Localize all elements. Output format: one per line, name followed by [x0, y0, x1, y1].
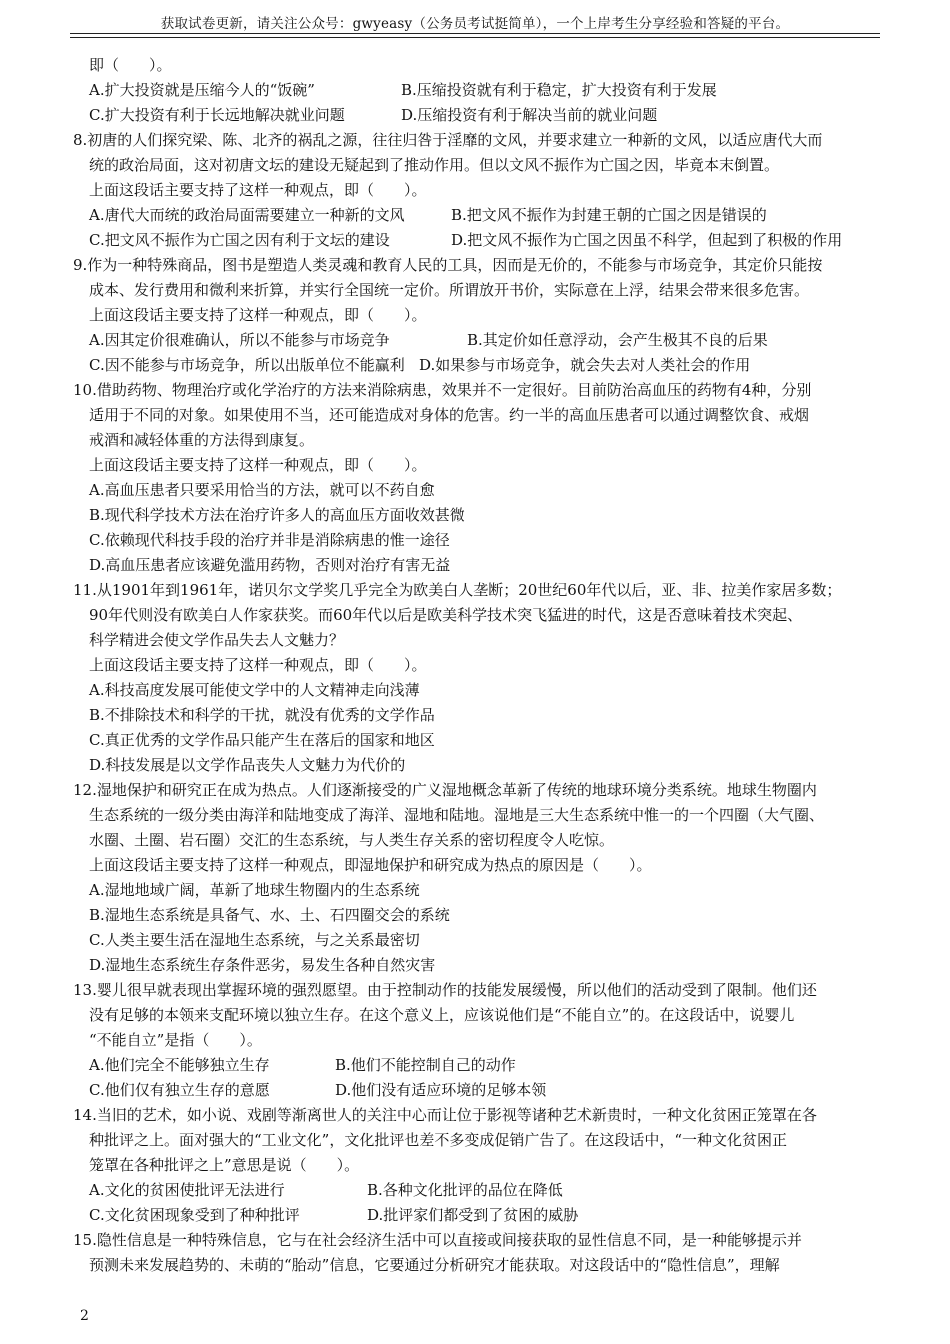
question-10-prompt: 上面这段话主要支持了这样一种观点，即（ ）。: [89, 456, 427, 474]
option-row: [73, 353, 891, 378]
question-10-stem: 戒酒和减轻体重的方法得到康复。: [89, 431, 315, 449]
option-c: C.人类主要生活在湿地生态系统，与之关系最密切: [89, 931, 420, 949]
option-c: C.他们仅有独立生存的意愿: [89, 1081, 270, 1099]
option-b: B.现代科学技术方法在治疗许多人的高血压方面收效甚微: [89, 506, 465, 524]
option-row: [73, 328, 891, 353]
option-a: A.文化的贫困使批评无法进行: [89, 1181, 285, 1199]
question-12-prompt: 上面这段话主要支持了这样一种观点，即湿地保护和研究成为热点的原因是（ ）。: [89, 856, 652, 874]
header-rule-thin: [70, 37, 880, 38]
question-14-prompt: 笼罩在各种批评之上”意思是说（ ）。: [89, 1156, 360, 1174]
option-d: D.如果参与市场竞争，就会失去对人类社会的作用: [419, 356, 751, 374]
question-8-prompt: 上面这段话主要支持了这样一种观点，即（ ）。: [89, 181, 427, 199]
option-row: [73, 228, 891, 253]
page-header: 获取试卷更新，请关注公众号：gwyeasy（公务员考试挺简单），一个上岸考生分享经验和答疑的平台。: [160, 16, 790, 32]
option-a: A.因其定价很难确认，所以不能参与市场竞争: [89, 331, 390, 349]
option-d: D.批评家们都受到了贫困的威胁: [367, 1206, 579, 1224]
question-10-stem: 适用于不同的对象。如果使用不当，还可能造成对身体的危害。约一半的高血压患者可以通过调整饮食、戒烟: [89, 406, 810, 424]
option-a: A.高血压患者只要采用恰当的方法，就可以不药自愈: [89, 481, 435, 499]
question-14-stem: 14.当旧的艺术，如小说、戏剧等渐离世人的关注中心而让位于影视等诸种艺术新贵时，一种文化贫困正笼罩在各: [73, 1106, 817, 1124]
option-a: A.扩大投资就是压缩今人的“饭碗”: [89, 81, 315, 99]
option-c: C.真正优秀的文学作品只能产生在落后的国家和地区: [89, 731, 435, 749]
option-d: D.把文风不振作为亡国之因虽不科学，但起到了积极的作用: [451, 231, 843, 249]
option-b: B.不排除技术和科学的干扰，就没有优秀的文学作品: [89, 706, 435, 724]
option-row: [73, 103, 891, 128]
question-8-stem: 8.初唐的人们探究梁、陈、北齐的祸乱之源，往往归咎于淫靡的文风，并要求建立一种新的文风，以适应唐代大而: [73, 131, 823, 149]
option-a: A.湿地地域广阔，革新了地球生物圈内的生态系统: [89, 881, 420, 899]
question-14-stem: 种批评之上。面对强大的“工业文化”，文化批评也差不多变成促销广告了。在这段话中，“一种文化贫困正: [89, 1131, 788, 1149]
option-c: C.把文风不振作为亡国之因有利于文坛的建设: [89, 231, 390, 249]
question-11-prompt: 上面这段话主要支持了这样一种观点，即（ ）。: [89, 656, 427, 674]
question-13-stem: 13.婴儿很早就表现出掌握环境的强烈愿望。由于控制动作的技能发展缓慢，所以他们的活动受到了限制。他们还: [73, 981, 817, 999]
option-row: [73, 203, 891, 228]
question-13-prompt: “不能自立”是指（ ）。: [89, 1031, 262, 1049]
question-11-stem: 科学精进会使文学作品失去人文魅力？: [89, 631, 345, 649]
question-8-stem: 统的政治局面，这对初唐文坛的建设无疑起到了推动作用。但以文风不振作为亡国之因，毕竟本末倒置。: [89, 156, 780, 174]
option-d: D.压缩投资有利于解决当前的就业问题: [401, 106, 658, 124]
question-11-stem: 11.从1901年到1961年，诺贝尔文学奖几乎完全为欧美白人垄断；20世纪60年代以后，亚、非、拉美作家居多数；: [73, 581, 842, 599]
option-b: B.压缩投资就有利于稳定，扩大投资有利于发展: [401, 81, 717, 99]
question-10-stem: 10.借助药物、物理治疗或化学治疗的方法来消除病患，效果并不一定很好。目前防治高血压的药物有4种，分别: [73, 381, 812, 399]
option-c: C.扩大投资有利于长远地解决就业问题: [89, 106, 345, 124]
header-rule-thick: [70, 33, 880, 34]
option-d: D.科技发展是以文学作品丧失人文魅力为代价的: [89, 756, 406, 774]
option-d: D.他们没有适应环境的足够本领: [335, 1081, 547, 1099]
option-row: [73, 1078, 891, 1103]
question-13-stem: 没有足够的本领来支配环境以独立生存。在这个意义上，应该说他们是“不能自立”的。在这段话中，说婴儿: [89, 1006, 795, 1024]
option-row: [73, 1203, 891, 1228]
question-15-stem: 15.隐性信息是一种特殊信息，它与在社会经济生活中可以直接或间接获取的显性信息不同，是一种能够提示并: [73, 1231, 802, 1249]
question-11-stem: 90年代则没有欧美白人作家获奖。而60年代以后是欧美科学技术突飞猛进的时代，这是否意味着技术突起、: [89, 606, 803, 624]
option-row: [73, 78, 891, 103]
question-12-stem: 12.湿地保护和研究正在成为热点。人们逐渐接受的广义湿地概念革新了传统的地球环境分类系统。地球生物圈内: [73, 781, 817, 799]
option-c: C.因不能参与市场竞争，所以出版单位不能赢利: [89, 356, 405, 374]
question-12-stem: 生态系统的一级分类由海洋和陆地变成了海洋、湿地和陆地。湿地是三大生态系统中惟一的一个四圈（大气圈、: [89, 806, 825, 824]
option-a: A.唐代大而统的政治局面需要建立一种新的文风: [89, 206, 405, 224]
prev-question-tail: 即（ ）。: [89, 56, 172, 74]
option-row: [73, 1053, 891, 1078]
question-9-prompt: 上面这段话主要支持了这样一种观点，即（ ）。: [89, 306, 427, 324]
page-number: 2: [80, 1308, 89, 1324]
option-a: A.科技高度发展可能使文学中的人文精神走向浅薄: [89, 681, 420, 699]
option-b: B.其定价如任意浮动，会产生极其不良的后果: [467, 331, 768, 349]
option-d: D.湿地生态系统生存条件恶劣，易发生各种自然灾害: [89, 956, 436, 974]
option-d: D.高血压患者应该避免滥用药物，否则对治疗有害无益: [89, 556, 451, 574]
option-b: B.湿地生态系统是具备气、水、土、石四圈交会的系统: [89, 906, 450, 924]
option-b: B.把文风不振作为封建王朝的亡国之因是错误的: [451, 206, 767, 224]
question-12-stem: 水圈、土圈、岩石圈）交汇的生态系统，与人类生存关系的密切程度令人吃惊。: [89, 831, 615, 849]
option-row: [73, 1178, 891, 1203]
question-9-stem: 成本、发行费用和微利来折算，并实行全国统一定价。所谓放开书价，实际意在上浮，结果会带来很多危害。: [89, 281, 810, 299]
question-9-stem: 9.作为一种特殊商品，图书是塑造人类灵魂和教育人民的工具，因而是无价的，不能参与市场竞争，其定价只能按: [73, 256, 823, 274]
question-15-stem: 预测未来发展趋势的、未萌的“胎动”信息，它要通过分析研究才能获取。对这段话中的“隐性信息”，理解: [89, 1256, 780, 1274]
option-c: C.文化贫困现象受到了种种批评: [89, 1206, 300, 1224]
question-content: [73, 53, 891, 1278]
option-b: B.他们不能控制自己的动作: [335, 1056, 516, 1074]
option-b: B.各种文化批评的品位在降低: [367, 1181, 563, 1199]
option-a: A.他们完全不能够独立生存: [89, 1056, 270, 1074]
option-c: C.依赖现代科技手段的治疗并非是消除病患的惟一途径: [89, 531, 450, 549]
